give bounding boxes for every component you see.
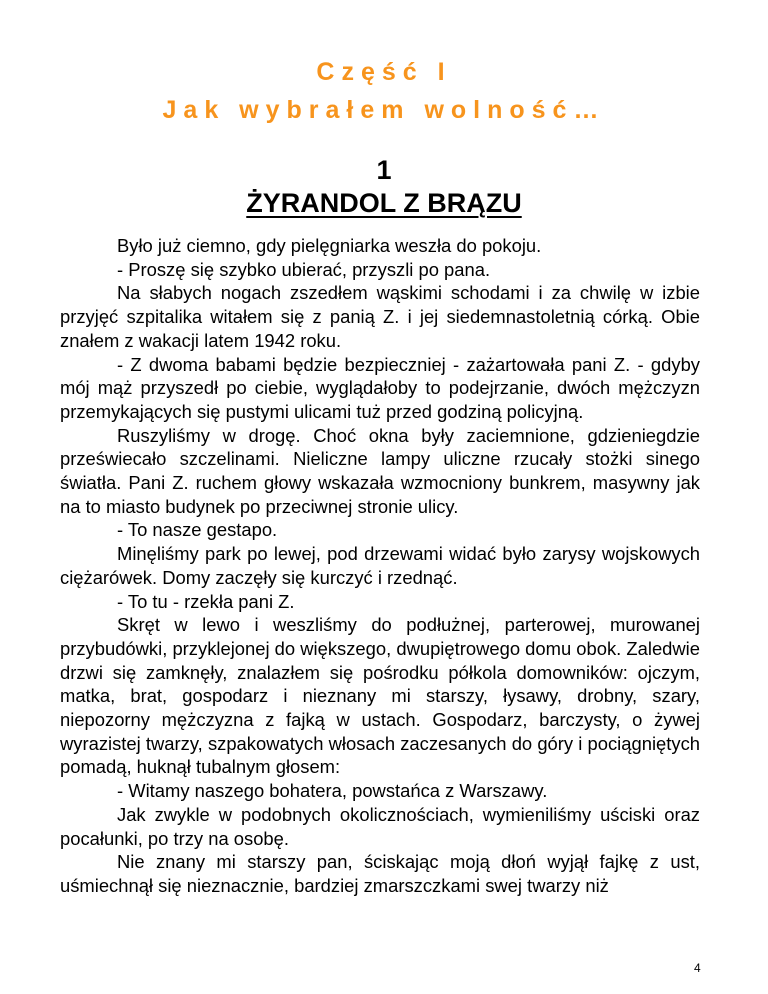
paragraph: Jak zwykle w podobnych okolicznościach, wymieniliśmy uściski oraz pocałunki, po trzy na osobę.: [60, 803, 700, 849]
chapter-number: 1: [376, 155, 392, 185]
paragraph: Na słabych nogach zszedłem wąskimi schodami i za chwilę w izbie przyjęć szpitalika witałem się z panią Z. i jej siedemnastoletnią córką. Obie znałem z wakacji latem 1942 roku.: [60, 282, 700, 351]
part-subtitle: Jak wybrałem wolność…: [162, 96, 606, 124]
chapter-title: [0, 188, 768, 219]
paragraph: - Proszę się szybko ubierać, przyszli po pana.: [117, 258, 491, 280]
paragraph: - To tu - rzekła pani Z.: [117, 590, 295, 612]
chapter-body: [60, 234, 700, 898]
paragraph: Nie znany mi starszy pan, ściskając moją dłoń wyjął fajkę z ust, uśmiechnął się nieznacznie, bardziej zmarszczkami swej twarzy niż: [60, 851, 700, 896]
chapter-title-text: ŻYRANDOL Z BRĄZU: [246, 188, 522, 218]
paragraph: - Witamy naszego bohatera, powstańca z Warszawy.: [117, 780, 548, 802]
page-number: 4: [694, 961, 701, 975]
part-heading: Część I: [316, 58, 452, 86]
paragraph: Minęliśmy park po lewej, pod drzewami widać było zarysy wojskowych ciężarówek. Domy zaczęły się kurczyć i rzednąć.: [60, 543, 700, 588]
paragraph: Ruszyliśmy w drogę. Choć okna były zaciemnione, gdzieniegdzie przeświecało szczelinami. Nieliczne lampy uliczne rzucały stożki sinego światła. Pani Z. ruchem głowy wskazała wzmocniony bunkrem, masywny jak na to miasto budynek po przeciwnej stronie ulicy.: [60, 424, 700, 517]
paragraph: Skręt w lewo i weszliśmy do podłużnej, parterowej, murowanej przybudówki, przyklejonej do większego, dwupiętrowego domu obok. Zaledwie drzwi się zamknęły, znalazłem się pośrodku półkola domowników: ojczym, matka, brat, gospodarz i nieznany mi starszy, łysawy, drobny, szary, niepozorny mężczyzna z fajką w ustach. Gospodarz, barczysty, o żywej wyrazistej twarzy, szpakowatych włosach zaczesanych do góry i pociągniętych pomadą, huknął tubalnym głosem:: [60, 614, 700, 778]
paragraph: Było już ciemno, gdy pielęgniarka weszła do pokoju.: [117, 235, 542, 256]
paragraph: - Z dwoma babami będzie bezpieczniej - zażartowała pani Z. - gdyby mój mąż przyszedł po ciebie, wyglądałoby to podejrzanie, dwóch mężczyzn przemykających się pustymi ulicami tuż przed godziną policyjną.: [60, 353, 700, 422]
paragraph: - To nasze gestapo.: [117, 519, 278, 541]
